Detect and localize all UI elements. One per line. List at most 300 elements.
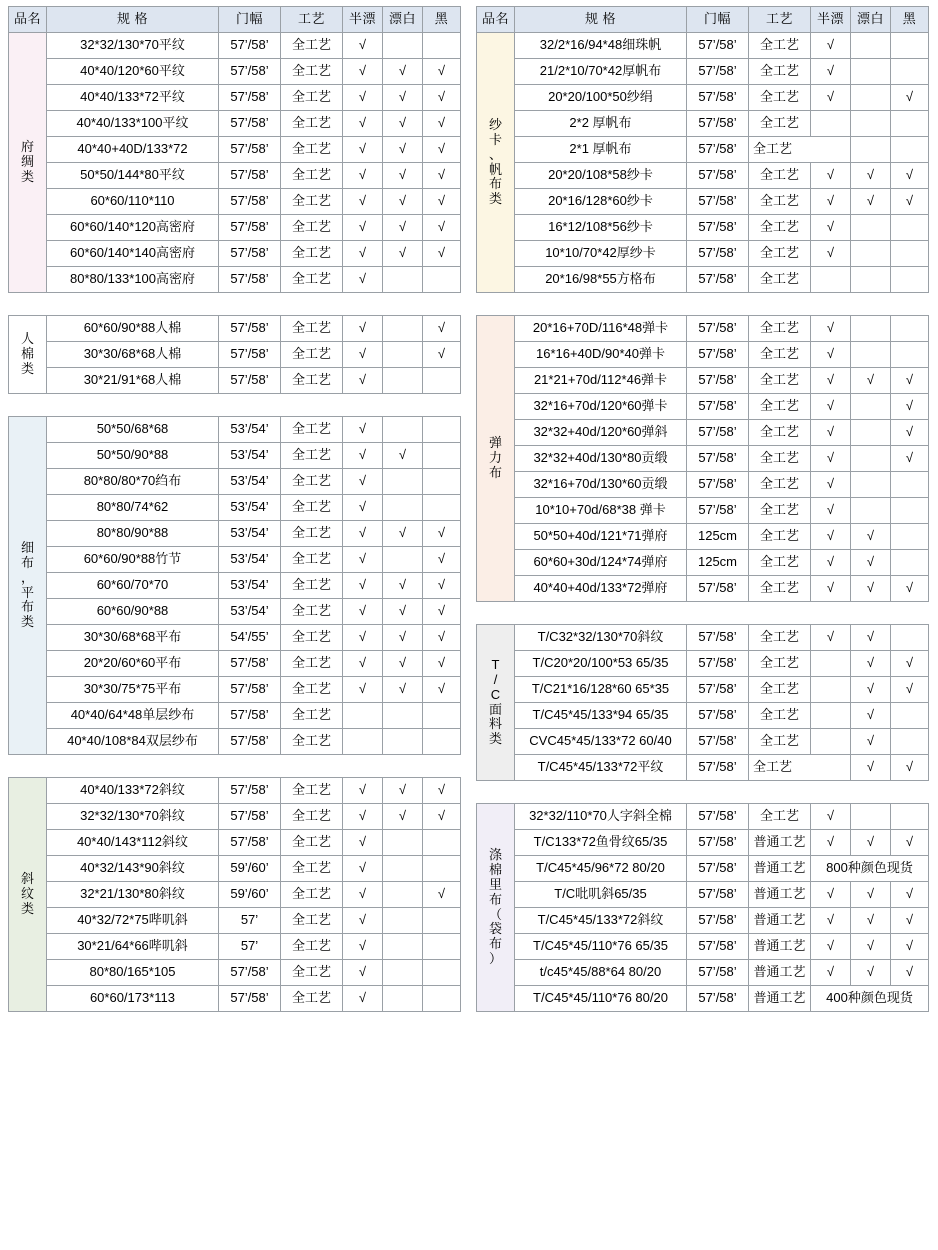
- mark-cell: [851, 241, 891, 267]
- width-cell: 57’/58’: [219, 830, 281, 856]
- spec-cell: 20*16+70D/116*48弹卡: [515, 316, 687, 342]
- mark-cell: [383, 547, 423, 573]
- mark-cell: √: [383, 804, 423, 830]
- mark-cell: [423, 830, 461, 856]
- width-cell: 57’/58’: [219, 804, 281, 830]
- width-cell: 53’/54’: [219, 469, 281, 495]
- mark-cell: [891, 267, 929, 293]
- mark-cell: √: [891, 368, 929, 394]
- column-header: 门幅: [687, 7, 749, 33]
- width-cell: 53’/54’: [219, 443, 281, 469]
- table-row: [9, 33, 461, 59]
- process-cell: 全工艺: [281, 241, 343, 267]
- mark-cell: √: [851, 755, 891, 781]
- mark-cell: √: [383, 651, 423, 677]
- mark-cell: √: [343, 934, 383, 960]
- mark-cell: √: [383, 163, 423, 189]
- mark-cell: [891, 59, 929, 85]
- mark-cell: [891, 111, 929, 137]
- mark-cell: [343, 729, 383, 755]
- width-cell: 57’/58’: [687, 625, 749, 651]
- table-row: [9, 469, 461, 495]
- fabric-table: [476, 6, 929, 293]
- mark-cell: [383, 882, 423, 908]
- spec-cell: 80*80/90*88: [47, 521, 219, 547]
- spec-cell: 60*60/90*88竹节: [47, 547, 219, 573]
- spec-cell: 80*80/165*105: [47, 960, 219, 986]
- spec-cell: 40*40/64*48单层纱布: [47, 703, 219, 729]
- width-cell: 57’/58’: [687, 986, 749, 1012]
- process-cell: 全工艺: [281, 778, 343, 804]
- column-header: 半漂: [343, 7, 383, 33]
- mark-cell: [891, 137, 929, 163]
- mark-cell: √: [383, 111, 423, 137]
- mark-cell: [383, 316, 423, 342]
- width-cell: 57’/58’: [219, 729, 281, 755]
- mark-cell: [851, 342, 891, 368]
- mark-cell: √: [811, 830, 851, 856]
- mark-cell: √: [343, 778, 383, 804]
- width-cell: 57’/58’: [219, 85, 281, 111]
- mark-cell: √: [383, 521, 423, 547]
- column-header: 品名: [477, 7, 515, 33]
- mark-cell: √: [811, 215, 851, 241]
- fabric-table: [476, 315, 929, 602]
- mark-cell: √: [423, 804, 461, 830]
- width-cell: 57’: [219, 934, 281, 960]
- mark-cell: √: [851, 960, 891, 986]
- process-cell: 全工艺: [281, 368, 343, 394]
- two-column-layout: [8, 6, 930, 1012]
- width-cell: 57’/58’: [219, 241, 281, 267]
- spec-cell: T/C133*72鱼骨纹65/35: [515, 830, 687, 856]
- mark-cell: √: [423, 625, 461, 651]
- width-cell: 57’/58’: [687, 420, 749, 446]
- process-cell: 全工艺: [749, 33, 811, 59]
- mark-cell: √: [811, 804, 851, 830]
- table-row: [9, 267, 461, 293]
- mark-cell: √: [343, 908, 383, 934]
- mark-cell: √: [423, 85, 461, 111]
- spec-cell: 40*40/133*72平纹: [47, 85, 219, 111]
- fabric-table: [476, 803, 929, 1012]
- mark-cell: √: [343, 137, 383, 163]
- table-row: [9, 417, 461, 443]
- mark-cell: √: [343, 189, 383, 215]
- width-cell: 57’/58’: [687, 33, 749, 59]
- table-row: [477, 908, 929, 934]
- mark-cell: √: [343, 495, 383, 521]
- mark-cell: [383, 342, 423, 368]
- spec-cell: 40*40/108*84双层纱布: [47, 729, 219, 755]
- mark-cell: √: [851, 576, 891, 602]
- mark-cell: √: [811, 316, 851, 342]
- mark-cell: √: [891, 677, 929, 703]
- mark-cell: √: [811, 394, 851, 420]
- width-cell: 57’: [219, 908, 281, 934]
- width-cell: 57’/58’: [687, 934, 749, 960]
- mark-cell: √: [343, 342, 383, 368]
- mark-cell: [811, 267, 851, 293]
- table-row: [9, 342, 461, 368]
- process-cell: 全工艺: [281, 111, 343, 137]
- width-cell: 57’/58’: [687, 85, 749, 111]
- table-row: [477, 498, 929, 524]
- mark-cell: √: [383, 677, 423, 703]
- mark-cell: √: [343, 469, 383, 495]
- mark-cell: [891, 498, 929, 524]
- width-cell: 57’/58’: [219, 33, 281, 59]
- spec-cell: 10*10/70*42厚纱卡: [515, 241, 687, 267]
- spec-cell: T/C20*20/100*53 65/35: [515, 651, 687, 677]
- table-row: [477, 33, 929, 59]
- process-cell: 全工艺: [749, 703, 811, 729]
- process-cell: 普通工艺: [749, 960, 811, 986]
- width-cell: 57’/58’: [687, 755, 749, 781]
- spec-cell: T/C32*32/130*70斜纹: [515, 625, 687, 651]
- process-cell: 全工艺: [281, 417, 343, 443]
- mark-cell: [383, 267, 423, 293]
- mark-cell: [851, 394, 891, 420]
- mark-cell: [811, 677, 851, 703]
- mark-cell: √: [423, 521, 461, 547]
- mark-cell: √: [851, 830, 891, 856]
- table-row: [9, 215, 461, 241]
- mark-cell: [423, 368, 461, 394]
- mark-cell: √: [383, 443, 423, 469]
- mark-cell: [851, 267, 891, 293]
- width-cell: 57’/58’: [219, 960, 281, 986]
- process-cell: 全工艺: [281, 599, 343, 625]
- mark-cell: √: [423, 111, 461, 137]
- mark-cell: √: [811, 189, 851, 215]
- spec-cell: 50*50+40d/121*71弹府: [515, 524, 687, 550]
- table-row: [477, 342, 929, 368]
- width-cell: 57’/58’: [219, 651, 281, 677]
- mark-cell: √: [423, 137, 461, 163]
- mark-cell: [891, 625, 929, 651]
- spec-cell: 60*60+30d/124*74弹府: [515, 550, 687, 576]
- width-cell: 57’/58’: [219, 137, 281, 163]
- width-cell: 57’/58’: [687, 59, 749, 85]
- mark-cell: [343, 703, 383, 729]
- process-cell: 全工艺: [281, 573, 343, 599]
- table-row: [9, 804, 461, 830]
- process-cell: 全工艺: [281, 729, 343, 755]
- process-cell: 全工艺: [749, 368, 811, 394]
- left-column: [8, 6, 460, 1012]
- mark-cell: [891, 472, 929, 498]
- mark-cell: √: [851, 368, 891, 394]
- mark-cell: [383, 417, 423, 443]
- process-cell: 全工艺: [749, 111, 811, 137]
- table-row: [477, 677, 929, 703]
- mark-cell: √: [343, 986, 383, 1012]
- process-cell: 全工艺: [281, 316, 343, 342]
- table-row: [9, 443, 461, 469]
- process-cell: 全工艺: [281, 59, 343, 85]
- process-cell: 全工艺: [281, 625, 343, 651]
- width-cell: 57’/58’: [687, 703, 749, 729]
- mark-cell: √: [383, 599, 423, 625]
- table-row: [9, 137, 461, 163]
- mark-cell: √: [851, 729, 891, 755]
- width-cell: 57’/58’: [219, 342, 281, 368]
- mark-cell: √: [851, 625, 891, 651]
- table-row: [9, 882, 461, 908]
- spec-cell: 40*40+40D/133*72: [47, 137, 219, 163]
- spec-cell: 60*60/140*120高密府: [47, 215, 219, 241]
- column-header: 规 格: [47, 7, 219, 33]
- width-cell: 57’/58’: [687, 394, 749, 420]
- mark-cell: √: [851, 934, 891, 960]
- spec-cell: 20*16/98*55方格布: [515, 267, 687, 293]
- mark-cell: [423, 469, 461, 495]
- mark-cell: [383, 856, 423, 882]
- mark-cell: √: [383, 137, 423, 163]
- mark-cell: √: [891, 651, 929, 677]
- category-label: 纱 卡 、 帆 布 类: [477, 33, 515, 293]
- mark-cell: [891, 550, 929, 576]
- process-cell: 全工艺: [281, 342, 343, 368]
- spec-cell: 80*80/80*70绉布: [47, 469, 219, 495]
- process-cell: 全工艺: [281, 703, 343, 729]
- spec-cell: 32*32/130*70斜纹: [47, 804, 219, 830]
- process-cell: 全工艺: [281, 469, 343, 495]
- spec-cell: 32/2*16/94*48细珠帆: [515, 33, 687, 59]
- spec-cell: T/C21*16/128*60 65*35: [515, 677, 687, 703]
- fabric-table: [8, 416, 461, 755]
- fabric-table: [8, 6, 461, 293]
- width-cell: 57’/58’: [687, 908, 749, 934]
- table-row: [9, 960, 461, 986]
- table-row: [477, 882, 929, 908]
- spec-cell: 32*32+40d/120*60弹斜: [515, 420, 687, 446]
- process-cell: 全工艺: [281, 495, 343, 521]
- process-cell: 全工艺: [281, 677, 343, 703]
- table-row: [477, 316, 929, 342]
- mark-cell: √: [343, 417, 383, 443]
- mark-cell: √: [423, 599, 461, 625]
- mark-cell: [383, 960, 423, 986]
- table-row: [9, 625, 461, 651]
- spec-cell: 21*21+70d/112*46弹卡: [515, 368, 687, 394]
- mark-cell: √: [851, 703, 891, 729]
- mark-cell: √: [423, 882, 461, 908]
- table-row: [477, 368, 929, 394]
- width-cell: 57’/58’: [687, 472, 749, 498]
- process-cell: 普通工艺: [749, 882, 811, 908]
- table-row: [9, 368, 461, 394]
- mark-cell: √: [811, 85, 851, 111]
- mark-cell: [851, 420, 891, 446]
- process-cell: 全工艺: [749, 677, 811, 703]
- mark-cell: √: [811, 524, 851, 550]
- table-row: [477, 703, 929, 729]
- mark-cell: [423, 417, 461, 443]
- mark-cell: [423, 495, 461, 521]
- mark-cell: √: [343, 33, 383, 59]
- spec-cell: 20*20/100*50纱绢: [515, 85, 687, 111]
- width-cell: 125cm: [687, 550, 749, 576]
- mark-cell: √: [383, 215, 423, 241]
- mark-cell: √: [891, 830, 929, 856]
- mark-cell: √: [891, 189, 929, 215]
- mark-cell: √: [811, 960, 851, 986]
- table-row: [477, 420, 929, 446]
- process-cell: 全工艺: [281, 215, 343, 241]
- mark-cell: [423, 934, 461, 960]
- mark-cell: √: [343, 241, 383, 267]
- process-cell: 全工艺: [749, 576, 811, 602]
- process-cell: 全工艺: [749, 804, 811, 830]
- table-row: [477, 651, 929, 677]
- table-row: [9, 651, 461, 677]
- table-row: [477, 394, 929, 420]
- table-row: [9, 599, 461, 625]
- mark-cell: [891, 241, 929, 267]
- mark-cell: [383, 830, 423, 856]
- mark-cell: √: [383, 85, 423, 111]
- process-cell: 全工艺: [281, 443, 343, 469]
- spec-cell: 50*50/68*68: [47, 417, 219, 443]
- column-header: 漂白: [851, 7, 891, 33]
- mark-cell: [383, 469, 423, 495]
- table-row: [9, 189, 461, 215]
- width-cell: 57’/58’: [687, 576, 749, 602]
- mark-cell: √: [891, 394, 929, 420]
- fabric-table: [476, 624, 929, 781]
- process-cell: 普通工艺: [749, 934, 811, 960]
- spec-cell: CVC45*45/133*72 60/40: [515, 729, 687, 755]
- width-cell: 57’/58’: [687, 316, 749, 342]
- mark-cell: √: [383, 241, 423, 267]
- mark-cell: √: [811, 163, 851, 189]
- mark-cell: √: [343, 573, 383, 599]
- spec-cell: 10*10+70d/68*38 弹卡: [515, 498, 687, 524]
- column-header: 漂白: [383, 7, 423, 33]
- width-cell: 57’/58’: [219, 703, 281, 729]
- mark-cell: √: [423, 778, 461, 804]
- process-cell: 全工艺: [749, 625, 811, 651]
- width-cell: 54’/55’: [219, 625, 281, 651]
- mark-cell: √: [383, 573, 423, 599]
- category-label: T / C 面 料 类: [477, 625, 515, 781]
- mark-cell: √: [811, 446, 851, 472]
- spec-cell: 40*32/143*90斜纹: [47, 856, 219, 882]
- width-cell: 57’/58’: [687, 882, 749, 908]
- process-cell: 普通工艺: [749, 856, 811, 882]
- mark-cell: [851, 85, 891, 111]
- table-row: [477, 137, 929, 163]
- category-label: 斜 纹 类: [9, 778, 47, 1012]
- right-column: [476, 6, 928, 1012]
- process-cell: 全工艺: [281, 137, 343, 163]
- mark-cell: [423, 856, 461, 882]
- width-cell: 57’/58’: [687, 189, 749, 215]
- table-row: [9, 573, 461, 599]
- width-cell: 57’/58’: [219, 316, 281, 342]
- mark-cell: √: [383, 59, 423, 85]
- width-cell: 57’/58’: [687, 804, 749, 830]
- mark-cell: [383, 495, 423, 521]
- process-cell: 全工艺: [749, 524, 811, 550]
- mark-cell: √: [891, 960, 929, 986]
- mark-cell: √: [343, 651, 383, 677]
- mark-cell: √: [343, 368, 383, 394]
- table-row: [9, 316, 461, 342]
- spec-cell: 60*60/90*88人棉: [47, 316, 219, 342]
- table-row: [477, 960, 929, 986]
- width-cell: 53’/54’: [219, 547, 281, 573]
- table-row: [477, 111, 929, 137]
- spec-cell: 60*60/140*140高密府: [47, 241, 219, 267]
- table-row: [9, 59, 461, 85]
- spec-cell: T/C45*45/133*94 65/35: [515, 703, 687, 729]
- process-cell: 全工艺: [281, 960, 343, 986]
- width-cell: 57’/58’: [219, 111, 281, 137]
- process-cell: 全工艺: [749, 550, 811, 576]
- table-row: [477, 625, 929, 651]
- spec-cell: 40*40/133*100平纹: [47, 111, 219, 137]
- process-cell: 全工艺: [749, 729, 811, 755]
- mark-cell: √: [423, 189, 461, 215]
- mark-cell: √: [343, 960, 383, 986]
- table-row: [477, 576, 929, 602]
- process-cell: 全工艺: [281, 33, 343, 59]
- mark-cell: √: [891, 934, 929, 960]
- mark-cell: √: [811, 241, 851, 267]
- process-cell: 全工艺: [749, 241, 811, 267]
- spec-cell: 60*60/90*88: [47, 599, 219, 625]
- mark-cell: √: [811, 472, 851, 498]
- spec-cell: 2*1 厚帆布: [515, 137, 687, 163]
- mark-cell: [891, 804, 929, 830]
- table-row: [9, 241, 461, 267]
- spec-cell: T/C吡叽斜65/35: [515, 882, 687, 908]
- mark-cell: √: [343, 804, 383, 830]
- mark-cell: [423, 267, 461, 293]
- width-cell: 57’/58’: [687, 856, 749, 882]
- process-cell: 全工艺: [749, 755, 851, 781]
- table-row: [9, 547, 461, 573]
- mark-cell: √: [343, 85, 383, 111]
- mark-cell: √: [343, 625, 383, 651]
- spec-cell: t/c45*45/88*64 80/20: [515, 960, 687, 986]
- mark-cell: [383, 908, 423, 934]
- mark-cell: √: [811, 882, 851, 908]
- process-cell: 全工艺: [749, 472, 811, 498]
- process-cell: 全工艺: [281, 934, 343, 960]
- width-cell: 57’/58’: [219, 163, 281, 189]
- mark-cell: √: [343, 111, 383, 137]
- table-row: [477, 804, 929, 830]
- spec-cell: 40*40/133*72斜纹: [47, 778, 219, 804]
- mark-cell: [423, 33, 461, 59]
- mark-cell: √: [423, 215, 461, 241]
- process-cell: 全工艺: [749, 267, 811, 293]
- spec-cell: 16*12/108*56纱卡: [515, 215, 687, 241]
- process-cell: 全工艺: [749, 651, 811, 677]
- width-cell: 57’/58’: [687, 446, 749, 472]
- spec-cell: 32*16+70d/130*60贡缎: [515, 472, 687, 498]
- mark-cell: [383, 33, 423, 59]
- mark-cell: √: [383, 625, 423, 651]
- table-row: [477, 755, 929, 781]
- width-cell: 53’/54’: [219, 521, 281, 547]
- mark-cell: [851, 59, 891, 85]
- mark-cell: [811, 111, 851, 137]
